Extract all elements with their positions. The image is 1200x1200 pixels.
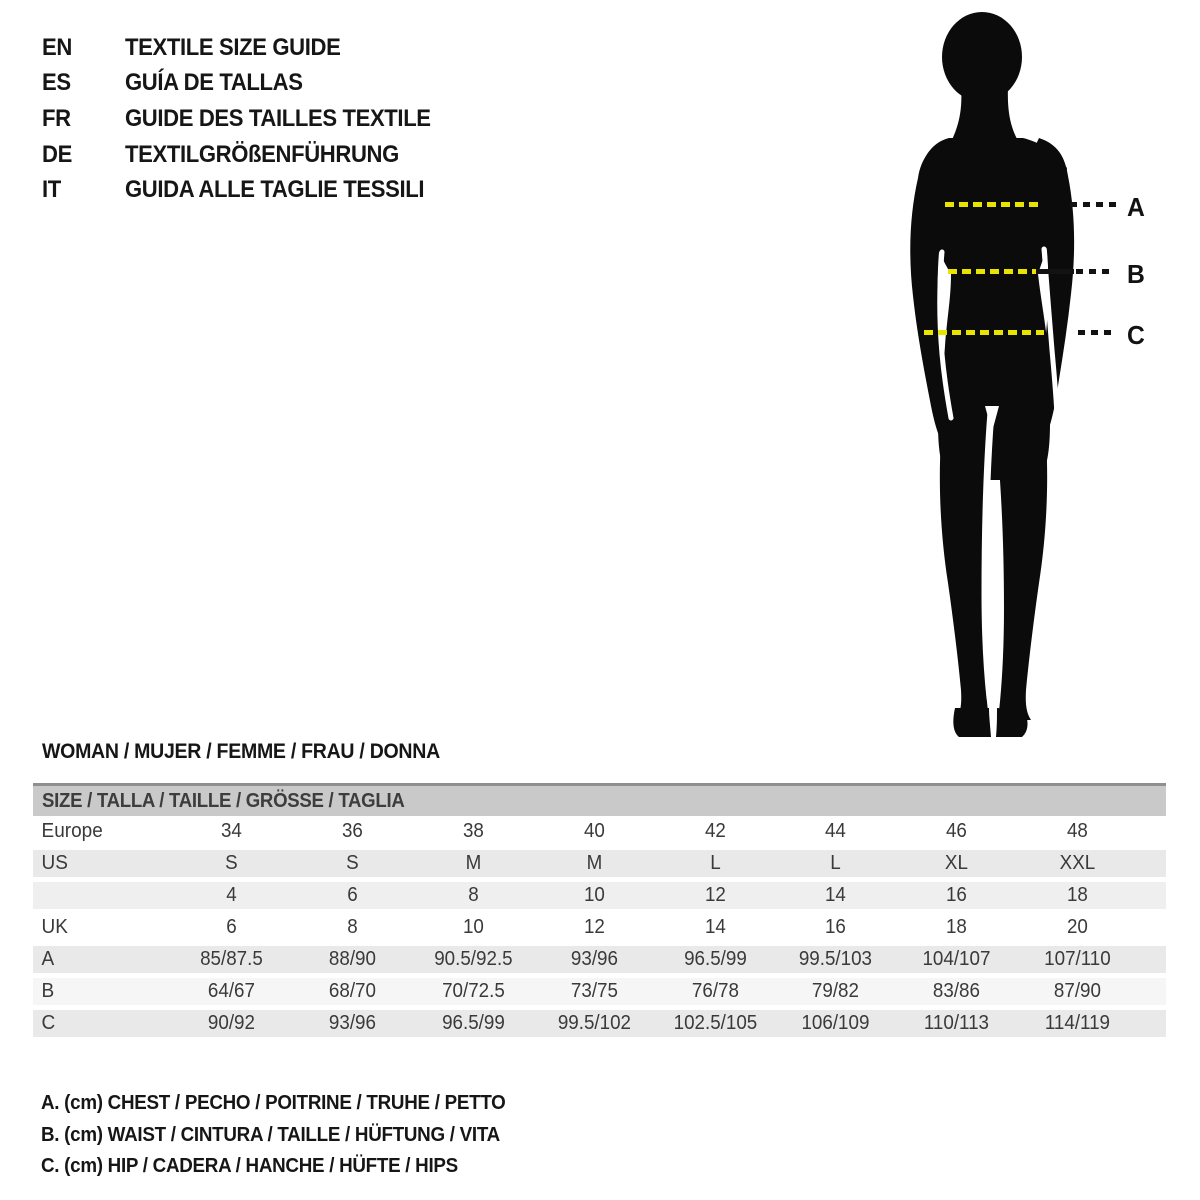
neck [949,86,1021,146]
note-chest: A. (cm) CHEST / PECHO / POITRINE / TRUHE / PETTO [41,1092,506,1114]
table-row-us [33,850,1166,877]
cell: 10 [462,916,484,938]
lang-code: ES [42,69,71,97]
cell: L [830,852,842,874]
cell: 76/78 [691,980,739,1002]
lang-code: EN [42,33,72,61]
cell: 6 [226,916,237,938]
table-row-chest [33,946,1166,973]
cell: 6 [347,884,358,906]
cell: 36 [341,820,363,842]
row-label: Europe [41,820,103,842]
leg-gap [985,412,991,698]
cell: 96.5/99 [683,948,747,970]
right-leg [997,428,1047,720]
cell: 70/72.5 [441,980,505,1002]
waist-line-black [1076,269,1114,274]
size-table [33,783,1166,1042]
cell: 93/96 [570,948,618,970]
cell: 64/67 [207,980,255,1002]
cell: 110/113 [924,1012,990,1034]
cell: 87/90 [1054,980,1102,1002]
left-foot [953,708,991,737]
waist-line-yellow [948,269,1036,274]
cell: 90.5/92.5 [433,948,513,970]
row-label: US [41,852,68,874]
cell: 12 [704,884,726,906]
cell: 96.5/99 [441,1012,505,1034]
row-label: UK [41,916,68,938]
cell: 14 [825,884,847,906]
cell: 4 [226,884,237,906]
lang-code: DE [42,140,72,168]
cell: 44 [825,820,847,842]
table-header-label: SIZE / TALLA / TAILLE / GRÖSSE / TAGLIA [42,789,405,812]
lang-title: TEXTILGRÖßENFÜHRUNG [125,140,399,168]
row-label: B [41,980,55,1002]
hip-line-yellow [924,330,1044,335]
cell: L [709,852,721,874]
cell: 10 [583,884,605,906]
chest-line-yellow [945,202,1041,207]
woman-silhouette-svg [905,8,1105,738]
cell: 48 [1067,820,1089,842]
cell: 8 [347,916,358,938]
cell: 40 [583,820,605,842]
cell: M [465,852,482,874]
cell: 99.5/103 [799,948,873,970]
waist-label: B [1127,259,1145,289]
hip-label: C [1127,320,1145,350]
cell: 106/109 [801,1012,870,1034]
cell: 85/87.5 [200,948,263,970]
cell: 14 [704,916,726,938]
cell: 114/119 [1044,1012,1111,1034]
cell: 8 [467,884,479,906]
table-row-waist [33,978,1166,1005]
cell: 18 [1067,884,1089,906]
cell: M [586,852,602,874]
lang-row-es [42,66,457,102]
cell: S [346,852,359,874]
cell: 16 [946,884,968,906]
cell: 99.5/102 [557,1012,631,1034]
cell: 83/86 [933,980,981,1002]
lang-title: GUÍA DE TALLAS [125,69,303,97]
cell: 34 [220,820,242,842]
cell: 104/107 [922,948,991,970]
lang-row-en [42,30,457,66]
lang-row-fr [42,101,457,137]
note-waist: B. (cm) WAIST / CINTURA / TAILLE / HÜFTUNG / VITA [41,1123,500,1146]
lang-row-de [42,137,457,173]
lang-code: IT [42,176,61,204]
chest-label: A [1127,192,1145,222]
lang-title: GUIDE DES TAILLES TEXTILE [125,104,431,132]
waist-line-connector [1036,269,1074,274]
cell: 90/92 [207,1012,255,1034]
lang-title: GUIDA ALLE TAGLIE TESSILI [125,176,425,204]
cell: XL [945,852,969,874]
cell: 42 [704,820,726,842]
chest-line-black [1070,202,1116,207]
note-hip: C. (cm) HIP / CADERA / HANCHE / HÜFTE / HIPS [41,1155,458,1177]
section-title: WOMAN / MUJER / FEMME / FRAU / DONNA [42,740,440,763]
cell: 107/110 [1044,948,1111,970]
language-list [42,30,457,208]
feet-gap [993,712,994,737]
cell: 46 [946,820,968,842]
cell: 38 [462,820,484,842]
cell: XXL [1059,852,1096,874]
cell: 88/90 [328,948,376,970]
cell: 73/75 [570,980,618,1002]
cell: 16 [825,916,847,938]
cell: 12 [583,916,605,938]
woman-silhouette [905,8,1105,738]
cell: 68/70 [328,980,376,1002]
cell: 20 [1067,916,1089,938]
lang-row-it [42,172,457,208]
cell: 102.5/105 [673,1012,757,1034]
row-label: C [41,1012,56,1034]
right-foot [996,708,1028,737]
table-header [33,783,1166,816]
table-row-hip [33,1010,1166,1037]
table-row-europe [33,818,1166,845]
cell: 93/96 [328,1012,376,1034]
lang-code: FR [42,104,71,132]
cell: S [225,852,238,874]
measurement-notes [41,1092,535,1187]
hip-line-black [1078,330,1114,335]
cell: 18 [946,916,968,938]
table-row-us-numeric [33,882,1166,909]
cell: 79/82 [812,980,860,1002]
lang-title: TEXTILE SIZE GUIDE [125,33,341,61]
table-row-uk [33,914,1166,941]
row-label: A [41,948,55,970]
